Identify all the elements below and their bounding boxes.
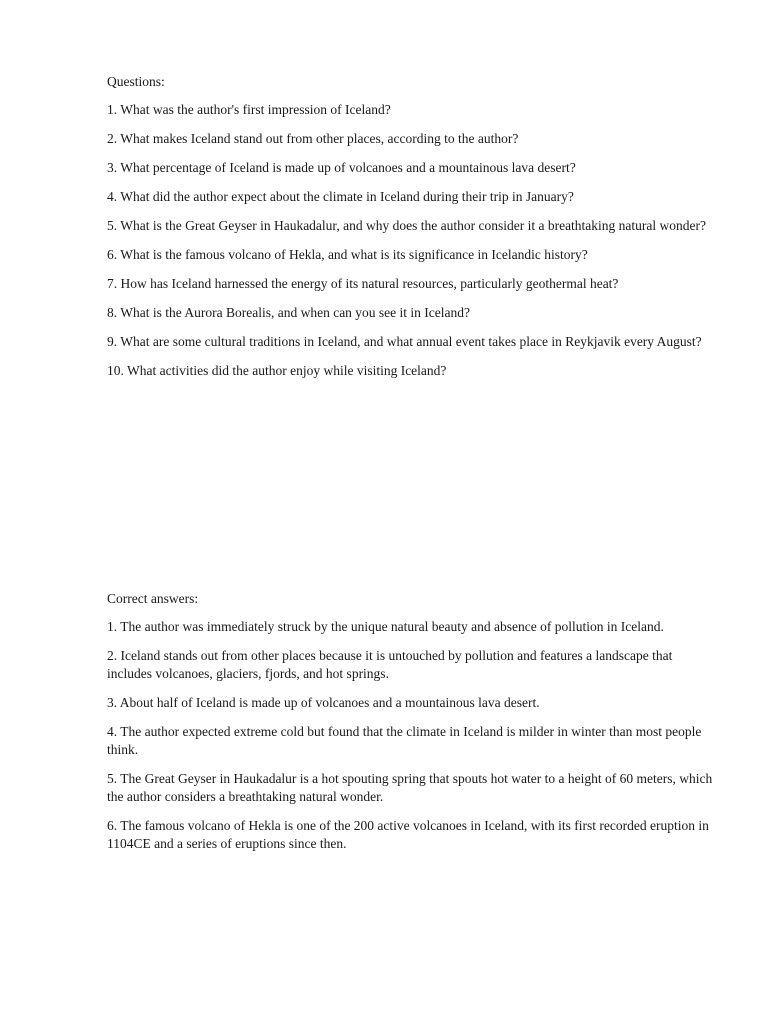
answer-item: 5. The Great Geyser in Haukadalur is a hot spouting spring that spouts hot water to a height of 60 meters, which the author considers a breathtaking natural wonder. [107,771,713,804]
answer-item: 4. The author expected extreme cold but found that the climate in Iceland is milder in winter than most people think. [107,724,702,757]
answer-item: 2. Iceland stands out from other places because it is untouched by pollution and features a landscape that includes volcanoes, glaciers, fjords, and hot springs. [107,648,673,681]
question-item: 10. What activities did the author enjoy while visiting Iceland? [107,363,447,378]
question-item: 9. What are some cultural traditions in Iceland, and what annual event takes place in Reykjavik every August? [107,334,702,349]
question-item: 5. What is the Great Geyser in Haukadalur, and why does the author consider it a breathtaking natural wonder? [107,218,707,233]
question-item: 3. What percentage of Iceland is made up of volcanoes and a mountainous lava desert? [107,160,576,175]
answer-item: 6. The famous volcano of Hekla is one of the 200 active volcanoes in Iceland, with its first recorded eruption in 1104CE and a series of eruptions since then. [107,818,709,851]
question-item: 6. What is the famous volcano of Hekla, and what is its significance in Icelandic history? [107,247,588,262]
questions-heading: Questions: [107,74,165,89]
answer-item: 3. About half of Iceland is made up of volcanoes and a mountainous lava desert. [107,695,540,710]
answers-section [107,590,717,853]
document-page [107,73,717,864]
answers-heading: Correct answers: [107,591,199,606]
answer-item: 1. The author was immediately struck by the unique natural beauty and absence of pollution in Iceland. [107,619,664,634]
question-item: 2. What makes Iceland stand out from other places, according to the author? [107,131,519,146]
question-item: 8. What is the Aurora Borealis, and when can you see it in Iceland? [107,305,471,320]
questions-section [107,73,717,380]
question-item: 4. What did the author expect about the climate in Iceland during their trip in January? [107,189,574,204]
question-item: 1. What was the author's first impression of Iceland? [107,102,391,117]
question-item: 7. How has Iceland harnessed the energy of its natural resources, particularly geothermal heat? [107,276,619,291]
